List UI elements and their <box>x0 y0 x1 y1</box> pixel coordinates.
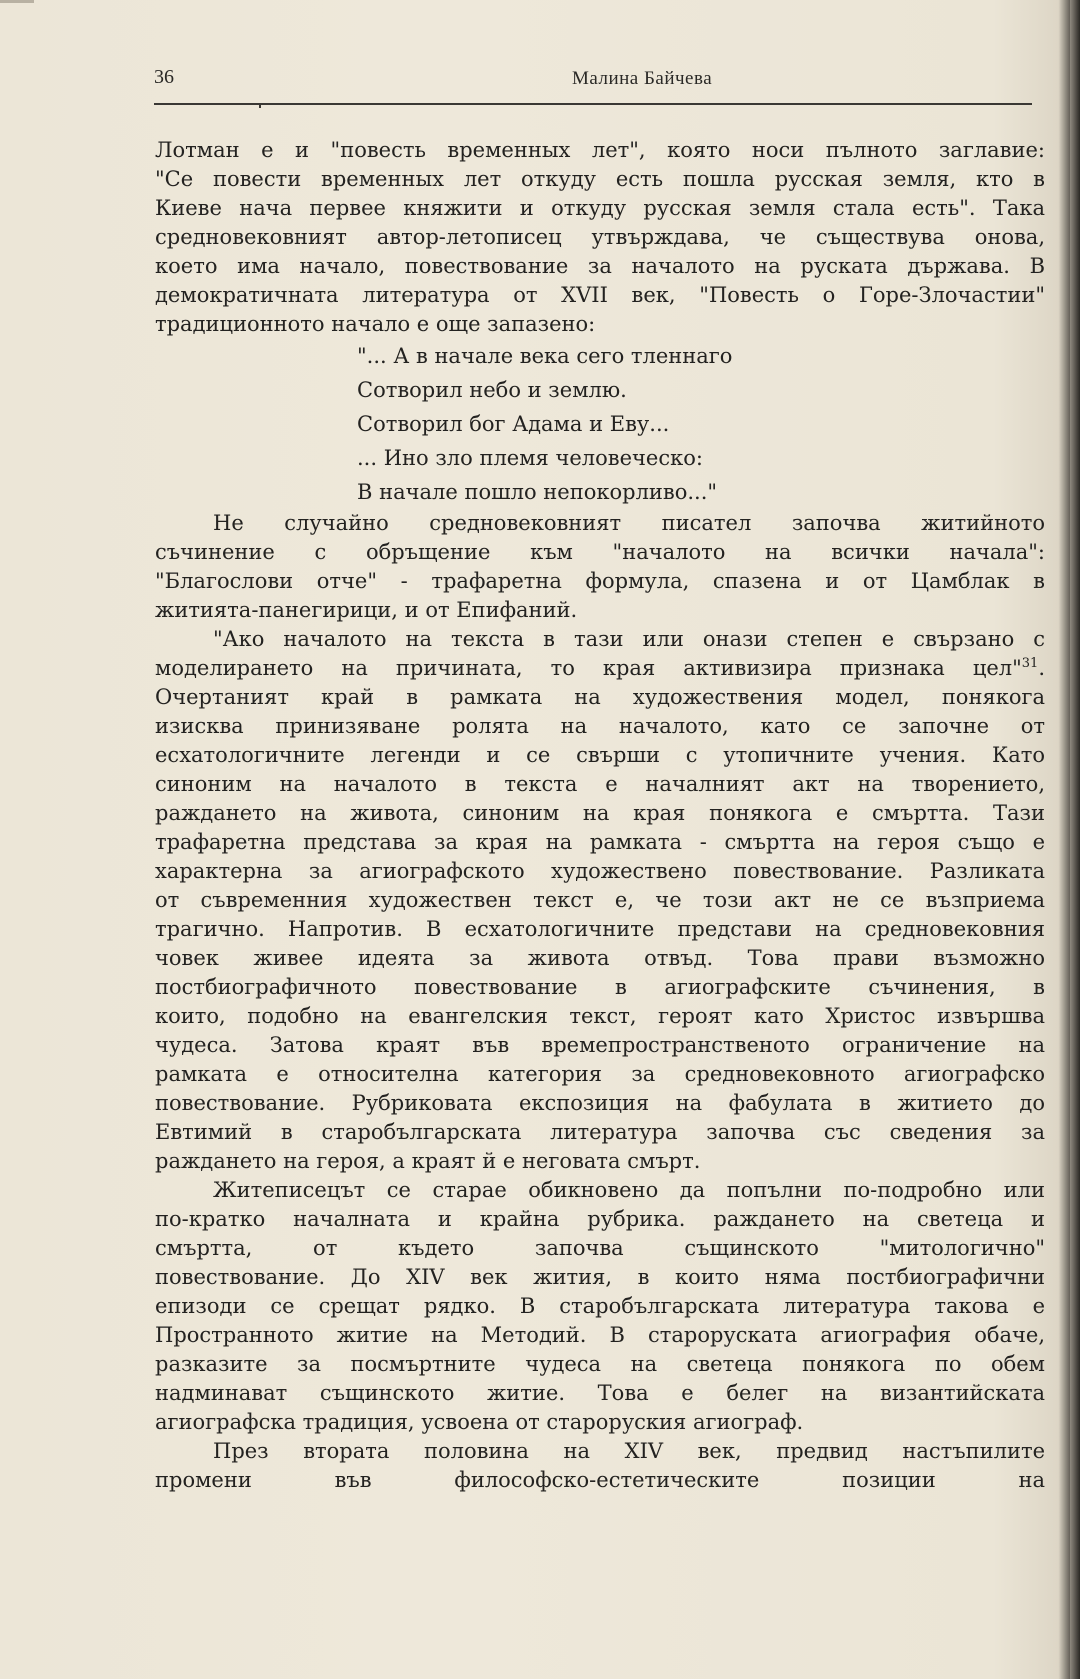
text-line: промени във философско-естетическите позиции на <box>155 1468 1045 1492</box>
body-text <box>155 136 1045 1495</box>
text-line: Не случайно средновековният писател започва житийното <box>213 511 1045 535</box>
verse-line: Сотворил небо и землю. <box>357 378 627 402</box>
text-line: смъртта, от където започва същинското "митологично" <box>155 1236 1045 1260</box>
text-line: "Се повести временных лет откуду есть пошла русская земля, кто в <box>155 167 1045 191</box>
text-line: средновековният автор-летописец утвърждава, че съществува онова, <box>155 225 1045 249</box>
text-line: Киеве нача первее княжити и откуду русская земля стала есть". Така <box>155 196 1045 220</box>
page-number: 36 <box>154 66 174 88</box>
text-segment: . <box>1038 656 1045 680</box>
text-line: трагично. Напротив. В есхатологичните представи на средновековния <box>155 917 1045 941</box>
text-line: рамката е относителна категория за средновековното агиографско <box>155 1062 1045 1086</box>
text-line-with-footnote <box>155 654 1045 683</box>
text-line: характерна за агиографското художествено повествование. Разликата <box>155 859 1045 883</box>
verse-line: В начале пошло непокорливо..." <box>357 480 718 504</box>
header-rule <box>154 103 1032 105</box>
footnote-ref: 31 <box>1021 656 1039 671</box>
text-line: Лотман е и "повесть временных лет", която носи пълното заглавие: <box>155 138 1045 162</box>
text-line: които, подобно на евангелския текст, героят като Христос извършва <box>155 1004 1045 1028</box>
verse-line: Сотворил бог Адама и Еву... <box>357 412 670 436</box>
text-line: изисква принизяване ролята на началото, като се започне от <box>155 714 1045 738</box>
text-line: надминават същинското житие. Това е белег на византийската <box>155 1381 1045 1405</box>
verse-line: ... Ино зло племя человеческо: <box>357 446 703 470</box>
text-line: Евтимий в старобългарската литература започва със сведения за <box>155 1120 1045 1144</box>
page-binding-edge <box>1070 0 1080 1679</box>
text-line: есхатологичните легенди и се свърши с утопичните учения. Като <box>155 743 1045 767</box>
text-line: повествование. Рубриковата експозиция на фабулата в житието до <box>155 1091 1045 1115</box>
text-line: традиционното начало е още запазено: <box>155 312 596 336</box>
text-line: епизоди се срещат рядко. В старобългарската литература такова е <box>155 1294 1045 1318</box>
text-line: Очертаният край в рамката на художествения модел, понякога <box>155 685 1045 709</box>
header-rule-tick <box>259 103 261 108</box>
text-line: агиографска традиция, усвоена от староруския агиограф. <box>155 1410 804 1434</box>
scan-corner-mark <box>0 0 34 3</box>
text-line: съчинение с обръщение към "началото на всички начала": <box>155 540 1045 564</box>
text-line: раждането на живота, синоним на края понякога е смъртта. Тази <box>155 801 1045 825</box>
text-line: житията-панегирици, и от Епифаний. <box>155 598 578 622</box>
running-head: Малина Байчева <box>572 68 713 89</box>
page-header <box>154 64 1032 94</box>
text-line: трафаретна представа за края на рамката - смъртта на героя също е <box>155 830 1045 854</box>
text-line: Житеписецът се старае обикновено да попълни по-подробно или <box>213 1178 1045 1202</box>
text-line: "Ако началото на текста в тази или онази степен е свързано с <box>213 627 1045 651</box>
text-line: Пространното житие на Методий. В староруската агиография обаче, <box>155 1323 1045 1347</box>
text-line: През втората половина на XIV век, предвид настъпилите <box>213 1439 1045 1463</box>
text-line: чудеса. Затова краят във времепространственото ограничение на <box>155 1033 1045 1057</box>
text-line: човек живее идеята за живота отвъд. Това прави възможно <box>155 946 1045 970</box>
text-line: постбиографичното повествование в агиографските съчинения, в <box>155 975 1045 999</box>
text-line: разказите за посмъртните чудеса на светеца понякога по обем <box>155 1352 1045 1376</box>
text-line: което има начало, повествование за началото на руската държава. В <box>155 254 1045 278</box>
text-line: "Благослови отче" - трафаретна формула, спазена и от Цамблак в <box>155 569 1045 593</box>
text-line: синоним на началото в текста е началният акт на творението, <box>155 772 1045 796</box>
verse-line: "... А в начале века сего тленнаго <box>357 344 733 368</box>
text-line: от съвременния художествен текст е, че този акт не се възприема <box>155 888 1045 912</box>
text-line: по-кратко началната и крайна рубрика. раждането на светеца и <box>155 1207 1045 1231</box>
text-line: раждането на героя, а краят й е неговата смърт. <box>155 1149 701 1173</box>
text-segment: моделирането на причината, то края активизира признака цел" <box>155 656 1022 680</box>
text-line: повествование. До XIV век жития, в които няма постбиографични <box>155 1265 1045 1289</box>
text-line: демократичната литература от XVII век, "Повесть о Горе-Злочастии" <box>155 283 1045 307</box>
